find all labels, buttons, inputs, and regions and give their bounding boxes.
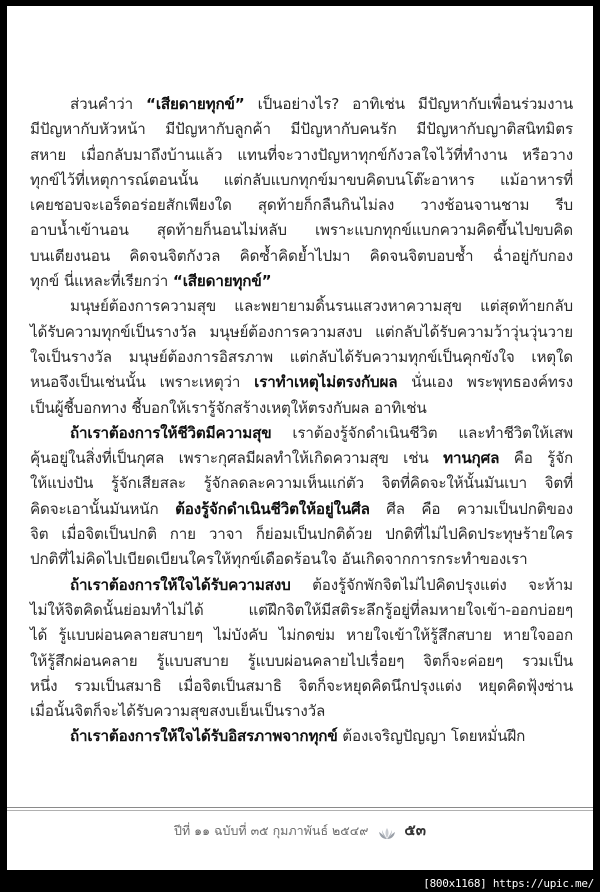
emphasized-phrase: “เสียดายทุกข์” — [172, 272, 272, 291]
text-line — [30, 598, 573, 623]
text-line — [30, 623, 573, 648]
text-line — [30, 547, 573, 572]
emphasized-phrase: ต้องรู้จักดำเนินชีวิตให้อยู่ในศีล — [175, 499, 370, 518]
text-line — [30, 269, 573, 294]
text-run: คุ้นอยู่ในสิ่งที่เป็นกุศล เพราะกุศลมีผลทำให้เกิดความสุข เช่น — [30, 449, 444, 468]
text-line — [30, 218, 573, 243]
text-line — [30, 522, 573, 547]
text-line — [30, 497, 573, 522]
emphasized-phrase: ทานกุศล — [443, 449, 500, 468]
text-run: ให้แบ่งปัน รู้จักเสียสละ รู้จักลดละความเห็นแก่ตัว จิตที่คิดจะให้นั้นมันเบา จิตที่ — [30, 474, 573, 493]
text-line — [30, 724, 573, 749]
text-run: อาบน้ำเข้านอน สุดท้ายก็นอนไม่หลับ เพราะแบกทุกข์แบกความคิดขึ้นไปขบคิด — [30, 221, 573, 240]
text-run: ทุกข์ นี่แหละที่เรียกว่า — [30, 272, 173, 291]
text-run: หนึ่ง รวมเป็นสมาธิ เมื่อจิตเป็นสมาธิ จิตก็จะหยุดคิดนึกปรุงแต่ง หยุดคิดฟุ้งซ่าน — [30, 676, 573, 695]
text-run: คือ รู้จัก — [499, 449, 573, 468]
emphasized-phrase: “เสียดายทุกข์” — [146, 95, 245, 113]
text-run: ต้องรู้จักพักจิตไม่ไปคิดปรุงแต่ง จะห้าม — [290, 575, 573, 594]
text-line — [30, 345, 573, 370]
text-run: นั่นเอง พระพุทธองค์ทรง — [397, 373, 573, 392]
footer-rule-top — [7, 807, 593, 808]
text-line — [30, 649, 573, 674]
text-line — [30, 674, 573, 699]
text-run: ให้รู้สึกผ่อนคลาย รู้แบบสบาย รู้แบบผ่อนคลายไปเรื่อยๆ จิตก็จะค่อยๆ รวมเป็น — [30, 651, 573, 670]
emphasized-phrase: ถ้าเราต้องการให้ใจได้รับความสงบ — [70, 575, 291, 594]
text-run: เป็นผู้ชี้บอกทาง ชี้บอกให้เรารู้จักสร้างเหตุให้ตรงกับผล อาทิเช่น — [30, 398, 427, 417]
text-run: ได้รับความทุกข์เป็นรางวัล มนุษย์ต้องการความสงบ แต่กลับได้รับความว้าวุ่นวุ่นวาย — [30, 322, 573, 341]
text-line — [30, 143, 573, 168]
text-run: ต้องเจริญปัญญา โดยหมั่นฝึก — [337, 727, 526, 746]
text-run: เมื่อนั้นจิตก็จะได้รับความสุขสงบเย็นเป็นรางวัล — [30, 702, 326, 721]
text-run: หนอจึงเป็นเช่นนั้น เพราะเหตุว่า — [30, 373, 255, 392]
image-host-watermark: [800x1168] https://upic.me/ — [423, 877, 594, 890]
lotus-icon — [378, 825, 396, 839]
text-line — [30, 117, 573, 142]
emphasized-phrase: เราทำเหตุไม่ตรงกับผล — [254, 373, 398, 392]
text-run: เราต้องรู้จักดำเนินชีวิต และทำชีวิตให้เสพ — [271, 423, 573, 442]
text-run: ใจเป็นรางวัล มนุษย์ต้องการอิสรภาพ แต่กลับได้รับความทุกข์เป็นคุกขังใจ เหตุใด — [30, 347, 573, 366]
article-body — [30, 92, 573, 750]
emphasized-phrase: ถ้าเราต้องการให้ชีวิตมีความสุข — [70, 423, 272, 442]
text-line — [30, 92, 573, 117]
text-line — [30, 320, 573, 345]
text-line — [30, 244, 573, 269]
emphasized-phrase: ถ้าเราต้องการให้ใจได้รับอิสรภาพจากทุกข์ — [70, 727, 338, 746]
text-line — [30, 471, 573, 496]
text-line — [30, 396, 573, 421]
text-line — [30, 168, 573, 193]
text-run: สหาย เมื่อกลับมาถึงบ้านแล้ว แทนที่จะวางปัญหาทุกข์กังวลใจไว้ที่ทำงาน หรือวาง — [30, 145, 573, 164]
page-number: ๕๓ — [404, 821, 426, 839]
text-run: คิดจะเอานั้นมันหนัก — [30, 499, 176, 518]
footer-rule-bottom — [7, 810, 593, 811]
text-run: มีปัญหากับหัวหน้า มีปัญหากับลูกค้า มีปัญหากับคนรัก มีปัญหากับญาติสนิทมิตร — [30, 120, 573, 139]
text-line — [30, 193, 573, 218]
page-footer — [7, 818, 593, 843]
text-line — [30, 446, 573, 471]
text-run: ไม่ให้จิตคิดนั้นย่อมทำไม่ได้ แต่ฝึกจิตให้มีสติระลึกรู้อยู่ที่ลมหายใจเข้า-ออกบ่อยๆ — [30, 600, 573, 619]
issue-info: ปีที่ ๑๑ ฉบับที่ ๓๕ กุมภาพันธ์ ๒๕๔๙ — [174, 823, 369, 838]
text-run: ส่วนคำว่า — [70, 95, 147, 113]
text-run: ทุกข์ไว้ที่เหตุการณ์ตอนนั้น แต่กลับแบกทุกข์มาขบคิดบนโต๊ะอาหาร แม้อาหารที่ — [30, 170, 573, 189]
text-run: ได้ รู้แบบผ่อนคลายสบายๆ ไม่บังคับ ไม่กดข่ม หายใจเข้าให้รู้สึกสบาย หายใจออก — [30, 626, 573, 645]
text-line — [30, 421, 573, 446]
text-line — [30, 370, 573, 395]
text-line — [30, 573, 573, 598]
text-line — [30, 294, 573, 319]
text-run: บนเตียงนอน คิดจนจิตกังวล คิดซ้ำคิดย้ำไปมา คิดจนจิตบอบช้ำ ฉ่ำอยู่กับกอง — [30, 246, 573, 265]
text-run: จิต เมื่อจิตเป็นปกติ กาย วาจา ก็ย่อมเป็นปกติด้วย ปกติที่ไม่ไปคิดประทุษร้ายใคร — [30, 525, 573, 544]
text-line — [30, 699, 573, 724]
text-run: เคยชอบจะเอร็ดอร่อยสักเพียงใด สุดท้ายก็กลืนกินไม่ลง วางช้อนจานชาม รีบ — [30, 196, 573, 215]
text-run: มนุษย์ต้องการความสุข และพยายามดิ้นรนแสวงหาความสุข แต่สุดท้ายกลับ — [70, 297, 573, 316]
text-run: ศีล คือ ความเป็นปกติของ — [369, 499, 573, 518]
book-page — [7, 6, 593, 870]
text-run: เป็นอย่างไร? อาทิเช่น มีปัญหากับเพื่อนร่วมงาน — [244, 95, 573, 113]
text-run: ปกติที่ไม่คิดไปเบียดเบียนใครให้ทุกข์เดือดร้อนใจ อันเกิดจากการกระทำของเรา — [30, 550, 528, 569]
